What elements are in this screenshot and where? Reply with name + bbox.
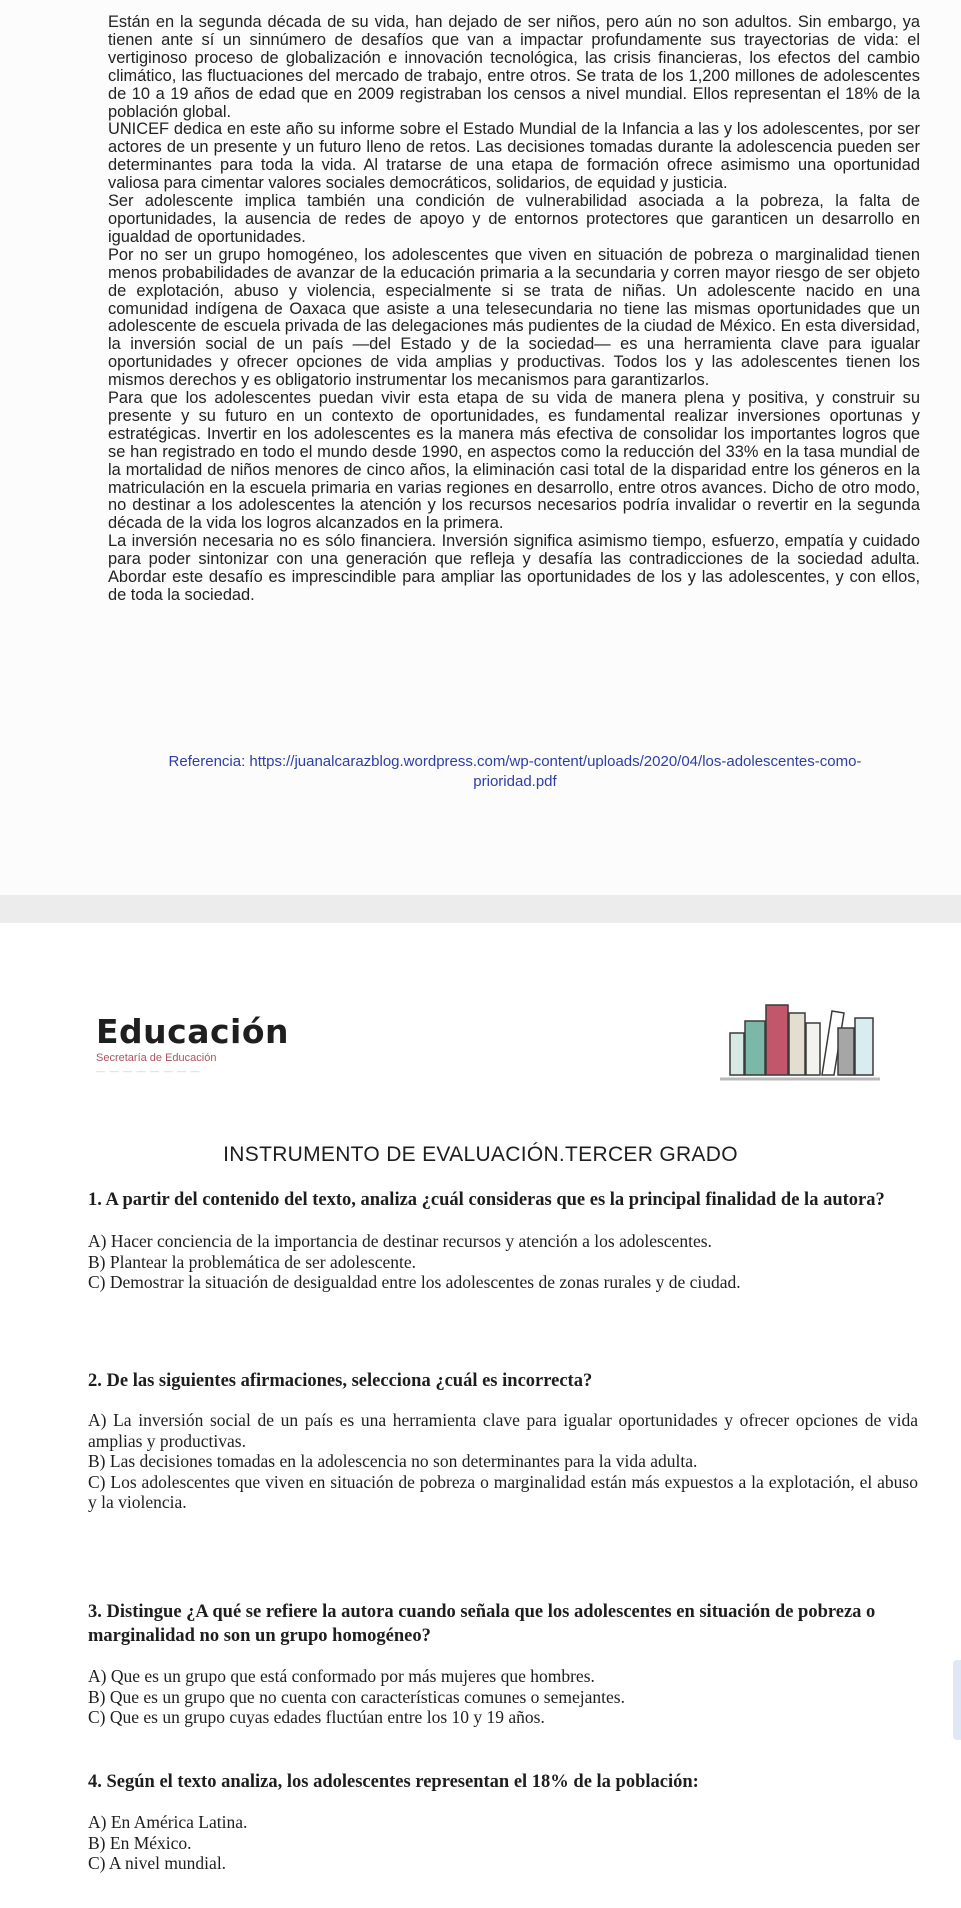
question-text: 3. Distingue ¿A qué se refiere la autora cuando señala que los adolescentes en situación de pobreza o marginalidad no son un grupo homogéneo?: [88, 1602, 876, 1646]
answer-option[interactable]: B) Que es un grupo que no cuenta con características comunes o semejantes.: [88, 1686, 625, 1707]
question-text: 2. De las siguientes afirmaciones, selecciona ¿cuál es incorrecta?: [88, 1371, 593, 1391]
reference-line: Referencia: https://juanalcarazblog.wordpress.com/wp-content/uploads/2020/04/los-adolescentes-como-: [168, 753, 862, 770]
question-1: [88, 1188, 918, 1293]
answer-option[interactable]: B) En México.: [88, 1832, 192, 1853]
answer-option[interactable]: C) A nivel mundial.: [88, 1853, 227, 1873]
answer-option[interactable]: A) En América Latina.: [88, 1812, 248, 1832]
passage-paragraph: Por no ser un grupo homogéneo, los adolescentes que viven en situación de pobreza o marginalidad tienen menos probabilidades de avanzar de la educación primaria a la secundaria y corren mayor riesgo de ser objeto de explotación, abuso y violencia, especialmente si se trata de niñas. Un adolescente nacido en una comunidad indígena de Oaxaca que asiste a una telesecundaria no tiene las mismas oportunidades que un adolescente de escuela privada de las delegaciones más pudientes de la ciudad de México. En esta diversidad, la inversión social de un país —del Estado y de la sociedad— es una herramienta clave para igualar oportunidades y ofrecer opciones de vida amplias y productivas. Todos los y las adolescentes tienen los mismos derechos y es obligatorio instrumentar los mecanismos para garantizarlos.: [108, 245, 920, 390]
instrument-title: INSTRUMENTO DE EVALUACIÓN.TERCER GRADO: [223, 1143, 738, 1166]
passage-paragraph: La inversión necesaria no es sólo financiera. Inversión significa asimismo tiempo, esfuerzo, empatía y cuidado para poder sintonizar con una generación que refleja y desafía las contradicciones de la sociedad adulta. Abordar este desafío es imprescindible para ampliar las oportunidades de los y las adolescentes, y con ellos, de toda la sociedad.: [108, 532, 920, 604]
education-logo-subtitle: Secretaría de Educación: [96, 1052, 217, 1064]
answer-option[interactable]: A) La inversión social de un país es una herramienta clave para igualar oportunidades y ofrecer opciones de vida amplias y productivas.: [88, 1410, 918, 1451]
reference-link[interactable]: [150, 752, 880, 792]
question-text: 1. A partir del contenido del texto, analiza ¿cuál consideras que es la principal finalidad de la autora?: [88, 1190, 885, 1210]
reference-line: prioridad.pdf: [473, 773, 557, 790]
reading-passage: [108, 14, 920, 605]
education-logo-title: Educación: [96, 1012, 290, 1051]
books-icon: [720, 993, 885, 1083]
reading-page: [0, 0, 961, 895]
question-3: [88, 1600, 918, 1728]
answer-option[interactable]: A) Que es un grupo que está conformado por más mujeres que hombres.: [88, 1666, 595, 1686]
answer-option[interactable]: C) Los adolescentes que viven en situación de pobreza o marginalidad están más expuestos a la explotación, el abuso y la violencia.: [88, 1471, 918, 1512]
answer-option[interactable]: A) Hacer conciencia de la importancia de destinar recursos y atención a los adolescentes.: [88, 1231, 712, 1251]
logo-faint-caption: — — — — — — — —: [96, 1066, 201, 1076]
passage-paragraph: Ser adolescente implica también una condición de vulnerabilidad asociada a la pobreza, la falta de oportunidades, la ausencia de redes de apoyo y de entornos protectores que garanticen un desarrollo en igualdad de oportunidades.: [108, 192, 920, 246]
question-2: [88, 1369, 918, 1513]
passage-paragraph: Para que los adolescentes puedan vivir esta etapa de su vida de manera plena y positiva, y construir su presente y su futuro en un contexto de oportunidades, es fundamental realizar inversiones oportunas y estratégicas. Invertir en los adolescentes es la manera más efectiva de consolidar los importantes logros que se han registrado en todo el mundo desde 1990, en aspectos como la reducción del 33% en la tasa mundial de la mortalidad de niños menores de cinco años, la eliminación casi total de la disparidad entre los géneros en la matriculación en la escuela primaria en varias regiones en desarrollo, entre otros avances. Dicho de otro modo, no destinar a los adolescentes la atención y los recursos necesarios podría invalidar o revertir en la segunda década de la vida los logros alcanzados en la primera.: [108, 389, 920, 533]
question-text: 4. Según el texto analiza, los adolescentes representan el 18% de la población:: [88, 1772, 699, 1792]
question-4: [88, 1770, 918, 1874]
answer-option[interactable]: B) Plantear la problemática de ser adolescente.: [88, 1251, 416, 1272]
answer-option[interactable]: C) Que es un grupo cuyas edades fluctúan entre los 10 y 19 años.: [88, 1707, 545, 1727]
answer-option[interactable]: B) Las decisiones tomadas en la adolescencia no son determinantes para la vida adulta.: [88, 1451, 698, 1471]
passage-paragraph: UNICEF dedica en este año su informe sobre el Estado Mundial de la Infancia a las y los adolescentes, por ser actores de un presente y un futuro lleno de retos. Las decisiones tomadas durante la adolescencia pueden ser determinantes para toda la vida. Al tratarse de una etapa de formación ofrece asimismo una oportunidad valiosa para cimentar valores sociales democráticos, solidarios, de equidad y justicia.: [108, 120, 920, 193]
page-gap: [0, 895, 961, 923]
passage-paragraph: Están en la segunda década de su vida, han dejado de ser niños, pero aún no son adultos. Sin embargo, ya tienen ante sí un sinnúmero de desafíos que van a impactar profundamente sus trayectorias de vida: el vertiginoso proceso de globalización e innovación tecnológica, las crisis financieras, los efectos del cambio climático, las fluctuaciones del mercado de trabajo, entre otros. Se trata de los 1,200 millones de adolescentes de 10 a 19 años de edad que en 2009 registraban los censos a nivel mundial. Ellos representan el 18% de la población global.: [108, 13, 920, 121]
scrollbar[interactable]: [953, 1660, 961, 1740]
answer-option[interactable]: C) Demostrar la situación de desigualdad entre los adolescentes de zonas rurales y de ciudad.: [88, 1272, 741, 1292]
